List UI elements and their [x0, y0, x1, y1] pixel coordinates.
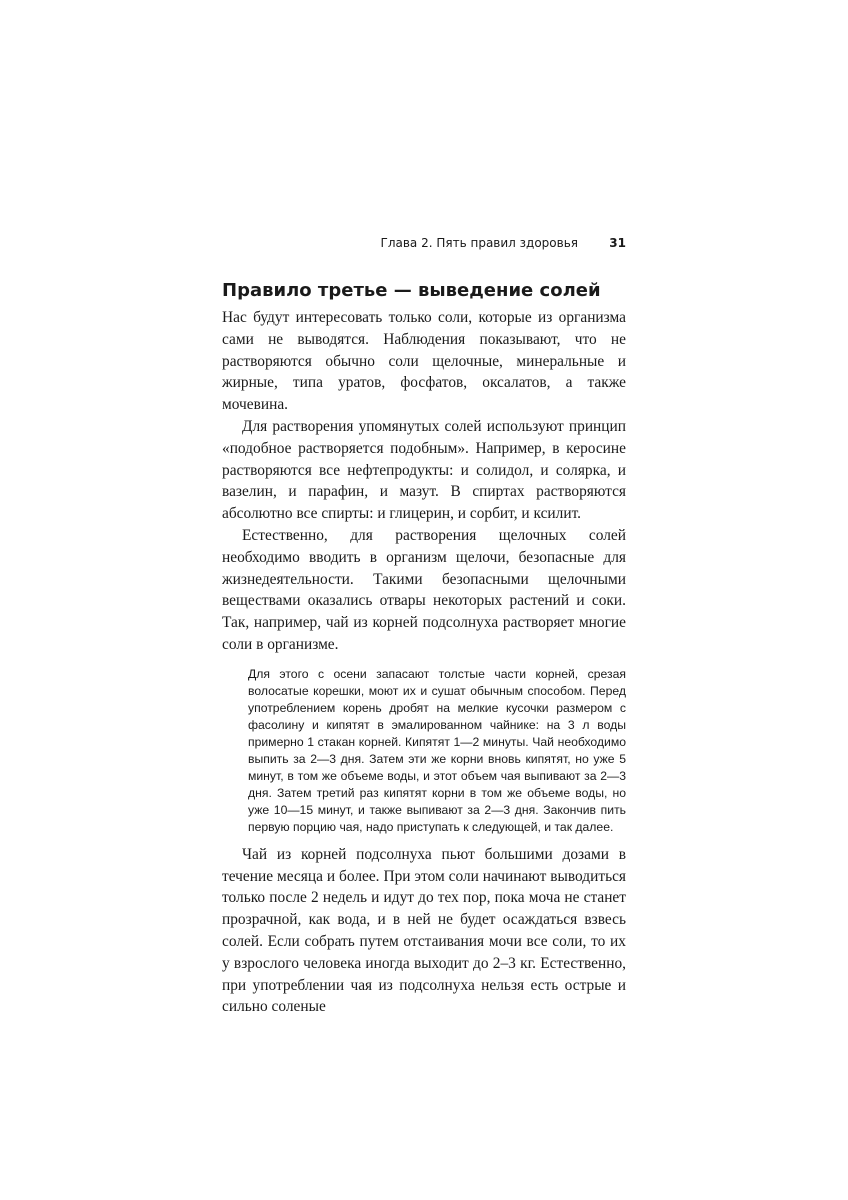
paragraph-2: Для растворения упомянутых солей используют принцип «подобное растворяется подобным». Например, в керосине растворяются все нефтепродукты: и солидол, и солярка, и вазелин, и парафин, и мазут. В спиртах растворяются абсолютно все спирты: и глицерин, и сорбит, и ксилит. — [222, 417, 626, 523]
paragraph-1: Нас будут интересовать только соли, которые из организма сами не выводятся. Наблюдения показывают, что не растворяются обычно соли щелочные, минеральные и жирные, типа уратов, фосфатов, оксалатов, а также мочевина. — [222, 309, 626, 414]
running-header — [222, 236, 626, 254]
page-number: 31 — [609, 236, 626, 250]
paragraph-4: Чай из корней подсолнуха пьют большими дозами в течение месяца и более. При этом соли начинают выводиться только после 2 недель и идут до тех пор, пока моча не станет прозрачной, как вода, и в ней не будет осаждаться взвесь солей. Если собрать путем отстаивания мочи все соли, то их у взрослого человека иногда выходит до 2–3 кг. Естественно, при употреблении чая из подсолнуха нельзя есть острые и сильно соленые — [222, 845, 626, 1016]
paragraph-3: Естественно, для растворения щелочных солей необходимо вводить в организм щелочи, безопасные для жизнедеятельности. Такими безопасными щелочными веществами оказались отвары некоторых растений и соки. Так, например, чай из корней подсолнуха растворяет многие соли в организме. — [222, 526, 626, 653]
section-heading: Правило третье — выведение солей — [222, 280, 601, 301]
body-text — [222, 307, 626, 1018]
recipe-text: Для этого с осени запасают толстые части корней, срезая волосатые корешки, моют их и сушат обычным способом. Перед употреблением корень дробят на мелкие кусочки размером с фасолину и кипятят в эмалированном чайнике: на 3 л воды примерно 1 стакан корней. Кипятят 1—2 минуты. Чай необходимо выпить за 2—3 дня. Затем эти же корни вновь кипятят, но уже 5 минут, в том же объеме воды, и этот объем чая выпивают за 2—3 дня. Затем третий раз кипятят корни в том же объеме воды, но уже 10—15 минут, и также выпивают за 2—3 дня. Закончив пить первую порцию чая, надо приступать к следующей, и так далее. — [248, 666, 626, 834]
recipe-block — [248, 666, 626, 836]
chapter-title: Глава 2. Пять правил здоровья — [380, 236, 578, 250]
